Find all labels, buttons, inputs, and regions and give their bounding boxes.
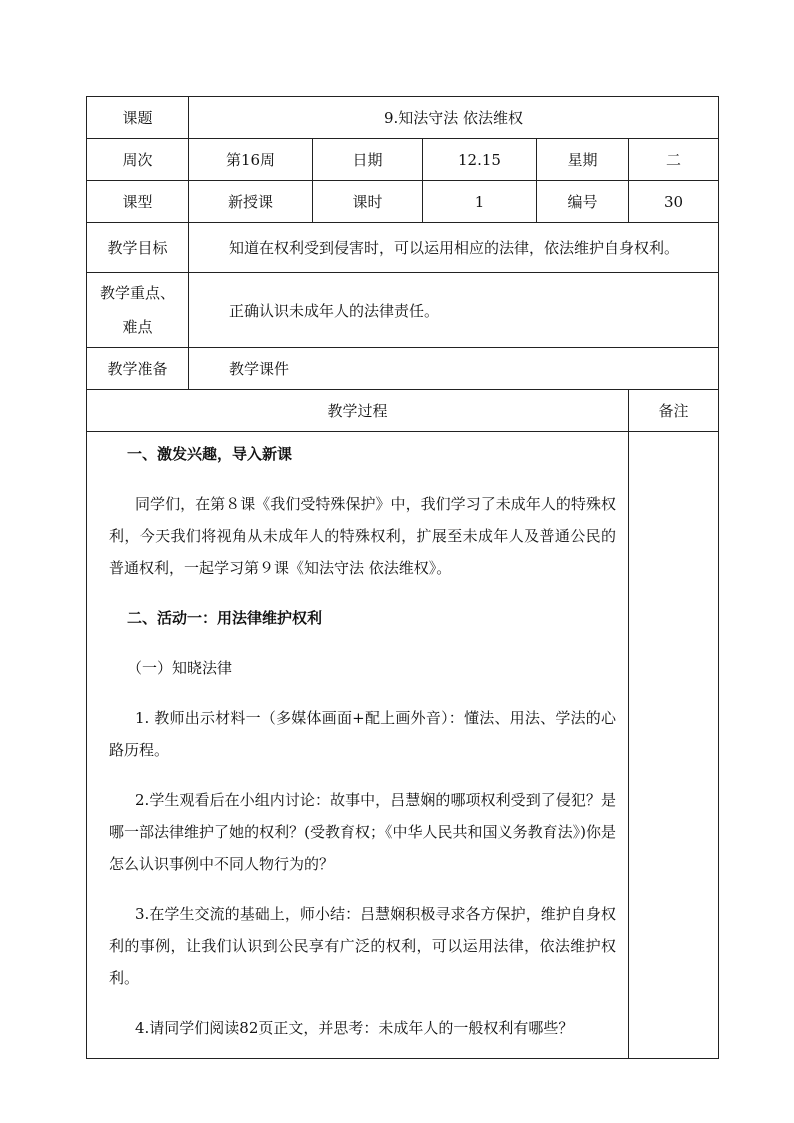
section2-title: 二、活动一：用法律维护权利 — [127, 609, 323, 627]
prep-label: 教学准备 — [87, 348, 189, 390]
section1-title: 一、激发兴趣，导入新课 — [127, 445, 293, 463]
topic-label: 课题 — [87, 97, 189, 139]
lesson-plan-table — [86, 96, 719, 1059]
topic-value: 9.知法守法 依法维权 — [189, 97, 719, 139]
week-label: 周次 — [87, 139, 189, 181]
row-topic — [87, 97, 719, 139]
focus-value: 正确认识未成年人的法律责任。 — [189, 273, 719, 348]
row-process-header — [87, 390, 719, 432]
row-process-body — [87, 432, 719, 1059]
date-value: 12.15 — [423, 139, 537, 181]
goal-label: 教学目标 — [87, 223, 189, 273]
process-item-2: 2.学生观看后在小组内讨论：故事中，吕慧娴的哪项权利受到了侵犯？是哪一部法律维护了她的权利？(受教育权；《中华人民共和国义务教育法》)你是怎么认识事例中不同人物行为的？ — [109, 791, 616, 873]
type-value: 新授课 — [189, 181, 313, 223]
notes-header: 备注 — [629, 390, 719, 432]
focus-label-line2: 难点 — [122, 318, 153, 336]
process-content — [87, 432, 629, 1059]
row-goal — [87, 223, 719, 273]
process-item-4: 4.请同学们阅读82页正文，并思考：未成年人的一般权利有哪些？ — [135, 1019, 574, 1037]
goal-value: 知道在权利受到侵害时，可以运用相应的法律，依法维护自身权利。 — [189, 223, 719, 273]
weekday-label: 星期 — [537, 139, 629, 181]
process-item-1: 1. 教师出示材料一（多媒体画面+配上画外音）：懂法、用法、学法的心路历程。 — [109, 709, 616, 759]
process-item-3: 3.在学生交流的基础上，师小结：吕慧娴积极寻求各方保护，维护自身权利的事例，让我们认识到公民享有广泛的权利，可以运用法律，依法维护权利。 — [109, 905, 616, 987]
row-prep — [87, 348, 719, 390]
number-label: 编号 — [537, 181, 629, 223]
subsection-title: （一）知晓法律 — [127, 659, 233, 677]
weekday-value: 二 — [629, 139, 719, 181]
row-schedule — [87, 139, 719, 181]
date-label: 日期 — [313, 139, 423, 181]
row-type — [87, 181, 719, 223]
notes-content — [629, 432, 719, 1059]
focus-label — [87, 273, 189, 348]
number-value: 30 — [629, 181, 719, 223]
focus-label-line1: 教学重点、 — [99, 284, 175, 302]
prep-value: 教学课件 — [189, 348, 719, 390]
process-header: 教学过程 — [87, 390, 629, 432]
row-focus — [87, 273, 719, 348]
week-value: 第16周 — [189, 139, 313, 181]
period-value: 1 — [423, 181, 537, 223]
period-label: 课时 — [313, 181, 423, 223]
section1-text: 同学们，在第８课《我们受特殊保护》中，我们学习了未成年人的特殊权利，今天我们将视角从未成年人的特殊权利，扩展至未成年人及普通公民的普通权利，一起学习第９课《知法守法 依法维权》。 — [109, 495, 616, 577]
type-label: 课型 — [87, 181, 189, 223]
